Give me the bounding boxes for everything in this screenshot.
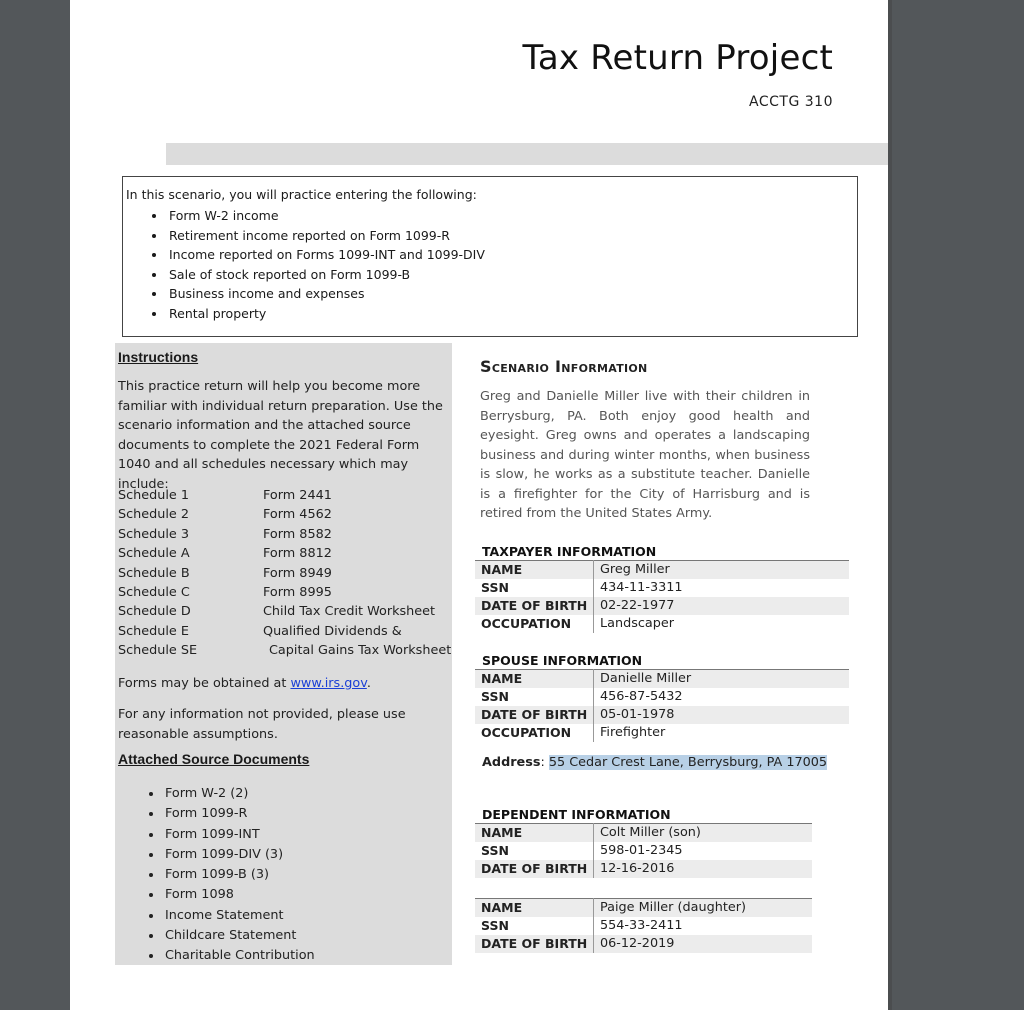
address-line: Address: 55 Cedar Crest Lane, Berrysburg, PA 17005 [482, 755, 828, 770]
list-item: Schedule SE [118, 643, 198, 659]
list-item: • Charitable Contribution [163, 946, 315, 966]
spouse-table [475, 669, 849, 742]
list-item: Schedule 1 [118, 488, 190, 503]
list-item: Form 8582 [263, 526, 332, 542]
spouse-heading: SPOUSE INFORMATION [482, 653, 643, 668]
scenario-heading: Scenario Information [480, 357, 648, 376]
scenario-narrative: Greg and Danielle Miller live with their children in Berrysburg, PA. Both enjoy good health and eyesight. Greg owns and operates a landscaping business and during winter months, when business is slow, he works as a substitute teacher. Danielle is a firefighter for the City of Harrisburg and is retired from the United States Army. [480, 389, 810, 521]
table-row: SSN 598-01-2345 [475, 842, 812, 860]
list-item: Schedule 3 [118, 526, 190, 542]
list-item: • Income reported on Forms 1099-INT and 1099-DIV [167, 245, 485, 265]
forms-list [263, 486, 451, 661]
list-item: Form 8995 [263, 584, 332, 600]
scenario-summary-box [122, 176, 858, 337]
table-row: DATE OF BIRTH 02-22-1977 [475, 597, 849, 615]
table-row: DATE OF BIRTH 12-16-2016 [475, 860, 812, 878]
page-edge-shadow [888, 0, 892, 1010]
table-row: SSN 554-33-2411 [475, 917, 812, 935]
address-highlighted[interactable]: 55 Cedar Crest Lane, Berrysburg, PA 17005 [548, 755, 828, 770]
list-item: Form 8949 [263, 565, 332, 581]
list-item: Schedule C [118, 584, 190, 600]
list-item: Qualified Dividends & [263, 623, 402, 639]
list-item: • Form 1098 [163, 885, 315, 905]
table-row: NAME Greg Miller [475, 561, 849, 580]
list-item: Schedule E [118, 623, 189, 639]
list-item: Schedule A [118, 546, 190, 562]
list-item: Capital Gains Tax Worksheet [269, 643, 452, 659]
taxpayer-heading: TAXPAYER INFORMATION [482, 544, 657, 559]
course-code: ACCTG 310 [749, 94, 833, 110]
dependent-table-2 [475, 898, 812, 953]
table-row: SSN 456-87-5432 [475, 688, 849, 706]
list-item: Form 4562 [263, 507, 332, 523]
instructions-panel [115, 343, 452, 965]
list-item: Form 2441 [263, 488, 332, 503]
dependent-table-1 [475, 823, 812, 878]
instructions-heading: Instructions [118, 349, 199, 365]
document-page [70, 0, 888, 1010]
list-item: • Form 1099-R [163, 804, 315, 824]
page-title: Tax Return Project [522, 38, 833, 78]
taxpayer-table [475, 560, 849, 633]
list-item: • Form W-2 (2) [163, 784, 315, 804]
list-item: Schedule D [118, 604, 191, 620]
scenario-list [137, 206, 485, 324]
assumptions-text: For any information not provided, please use reasonable assumptions. [118, 707, 406, 742]
list-item: • Childcare Statement [163, 926, 315, 946]
list-item: Form 8812 [263, 546, 332, 562]
dependent-heading: DEPENDENT INFORMATION [482, 807, 671, 822]
list-item: • Form 1099-INT [163, 825, 315, 845]
table-row: DATE OF BIRTH 05-01-1978 [475, 706, 849, 724]
list-item: • Income Statement [163, 906, 315, 926]
list-item: Schedule 2 [118, 507, 190, 523]
list-item: • Form 1099-DIV (3) [163, 845, 315, 865]
table-row: OCCUPATION Firefighter [475, 724, 849, 742]
forms-source-text: Forms may be obtained at www.irs.gov. [118, 676, 371, 691]
header-divider-band [166, 143, 888, 165]
table-row: OCCUPATION Landscaper [475, 615, 849, 633]
scenario-intro: In this scenario, you will practice entering the following: [126, 187, 477, 202]
table-row: NAME Paige Miller (daughter) [475, 899, 812, 918]
table-row: NAME Colt Miller (son) [475, 824, 812, 843]
list-item: • Rental property [167, 304, 485, 324]
list-item: Schedule B [118, 565, 190, 581]
list-item: • Sale of stock reported on Form 1099-B [167, 265, 485, 285]
list-item: • Form 1099-B (3) [163, 865, 315, 885]
table-row: SSN 434-11-3311 [475, 579, 849, 597]
irs-link[interactable]: www.irs.gov [290, 676, 367, 691]
list-item: Child Tax Credit Worksheet [263, 604, 436, 620]
list-item: • Retirement income reported on Form 1099-R [167, 226, 485, 246]
instructions-paragraph: This practice return will help you become more familiar with individual return preparation. Use the scenario information and the attached source documents to complete the 2021 Federal Form 1040 and all schedules necessary which may include: [118, 379, 443, 492]
table-row: DATE OF BIRTH 06-12-2019 [475, 935, 812, 953]
list-item: • Form W-2 income [167, 206, 485, 226]
list-item: • Business income and expenses [167, 284, 485, 304]
schedules-list [118, 486, 197, 661]
attached-docs-heading: Attached Source Documents [118, 751, 310, 767]
attached-docs-list [118, 784, 315, 967]
table-row: NAME Danielle Miller [475, 670, 849, 689]
